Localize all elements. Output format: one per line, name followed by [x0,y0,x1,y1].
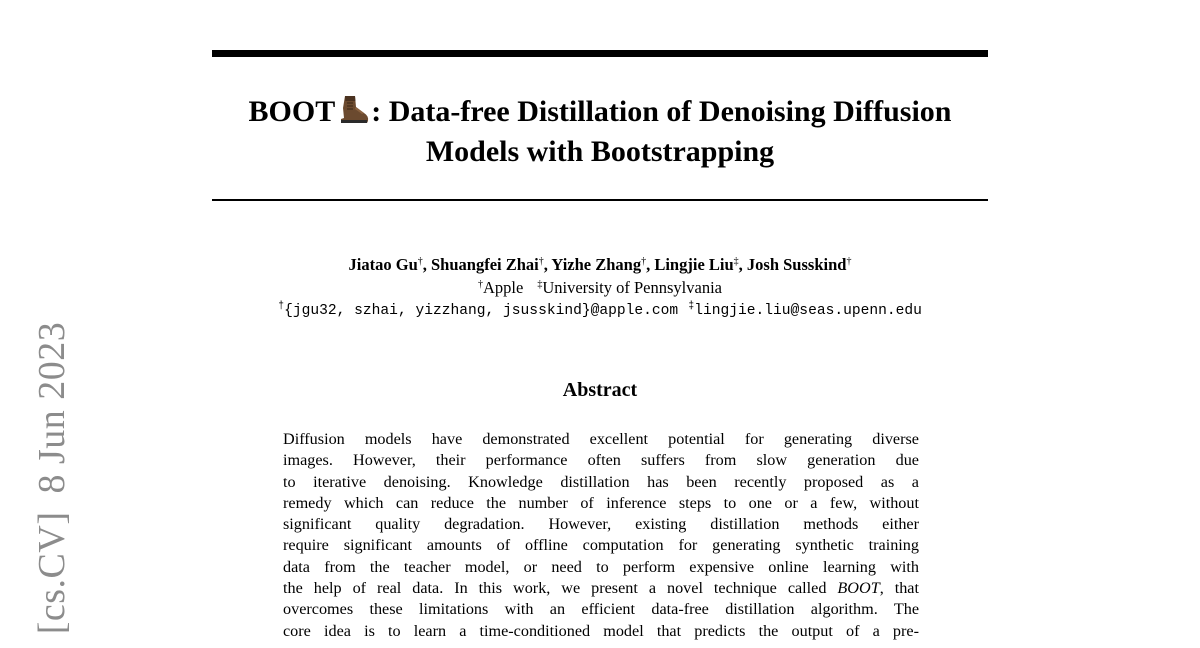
abstract-text [283,429,919,642]
title-part-2: : Data-free Distillation of Denoising Diffusion [371,95,952,128]
abstract-line-tail: , that [879,579,919,598]
author-name: Shuangfei Zhai [431,255,539,274]
title-top-rule [212,50,988,57]
abstract-line: require significant amounts of offline computation for generating synthetic training [283,536,919,555]
abstract-line-text: the help of real data. In this work, we present a novel technique called [283,579,838,598]
author-name: Josh Susskind [746,255,847,274]
arxiv-category: [cs.CV] [31,511,73,635]
arxiv-date: 8 Jun 2023 [31,321,73,494]
email-address: lingjie.liu@seas.upenn.edu [694,303,922,319]
abstract-line: images. However, their performance often suffers from slow generation due [283,451,919,470]
affiliation-mark: † [278,301,285,312]
abstract-line: core idea is to learn a time-conditioned model that predicts the output of a pre- [283,621,919,640]
abstract-line: Diffusion models have demonstrated excellent potential for generating diverse [283,430,919,448]
author-name: Lingjie Liu [654,255,734,274]
abstract-line: significant quality degradation. However, existing distillation methods either [283,515,919,534]
abstract-line: to iterative denoising. Knowledge distillation has been recently proposed as a [283,472,919,491]
affiliation-list [150,278,1050,298]
author-name: Yizhe Zhang [551,255,642,274]
affiliation-mark: † [417,256,423,267]
affiliation-mark: † [478,279,484,290]
affiliation-mark: † [846,256,852,267]
affiliation-mark: ‡ [688,301,695,312]
title-bottom-rule [212,199,988,201]
boot-icon [336,94,370,124]
abstract-line: overcomes these limitations with an efficient data-free distillation algorithm. The [283,600,919,619]
affiliation-mark: ‡ [733,256,739,267]
author-list: Jiatao Gu†, Shuangfei Zhai†, Yizhe Zhang†, Lingjie Liu‡, Josh Susskind† [348,255,852,274]
affiliation-mark: ‡ [537,279,543,290]
affiliation-name: Apple [483,278,524,297]
affiliation-name: University of Pennsylvania [542,278,722,297]
abstract-heading: Abstract [562,379,638,401]
arxiv-stamp [30,322,74,635]
email-list [150,301,1050,321]
abstract-line: remedy which can reduce the number of inference steps to one or a few, without [283,493,919,512]
affiliation-mark: † [641,256,647,267]
author-name: Jiatao Gu [348,255,418,274]
abstract-line: data from the teacher model, or need to perform expensive online learning with [283,557,919,576]
method-name-emphasis: BOOT [837,579,880,598]
abstract-line [283,578,919,599]
title-part-1: BOOT [248,95,336,128]
affiliation-mark: † [538,256,544,267]
email-address: {jgu32, szhai, yizzhang, jsusskind}@apple.com [284,303,679,319]
paper-title [212,92,988,172]
title-line-2: Models with Bootstrapping [425,135,775,168]
